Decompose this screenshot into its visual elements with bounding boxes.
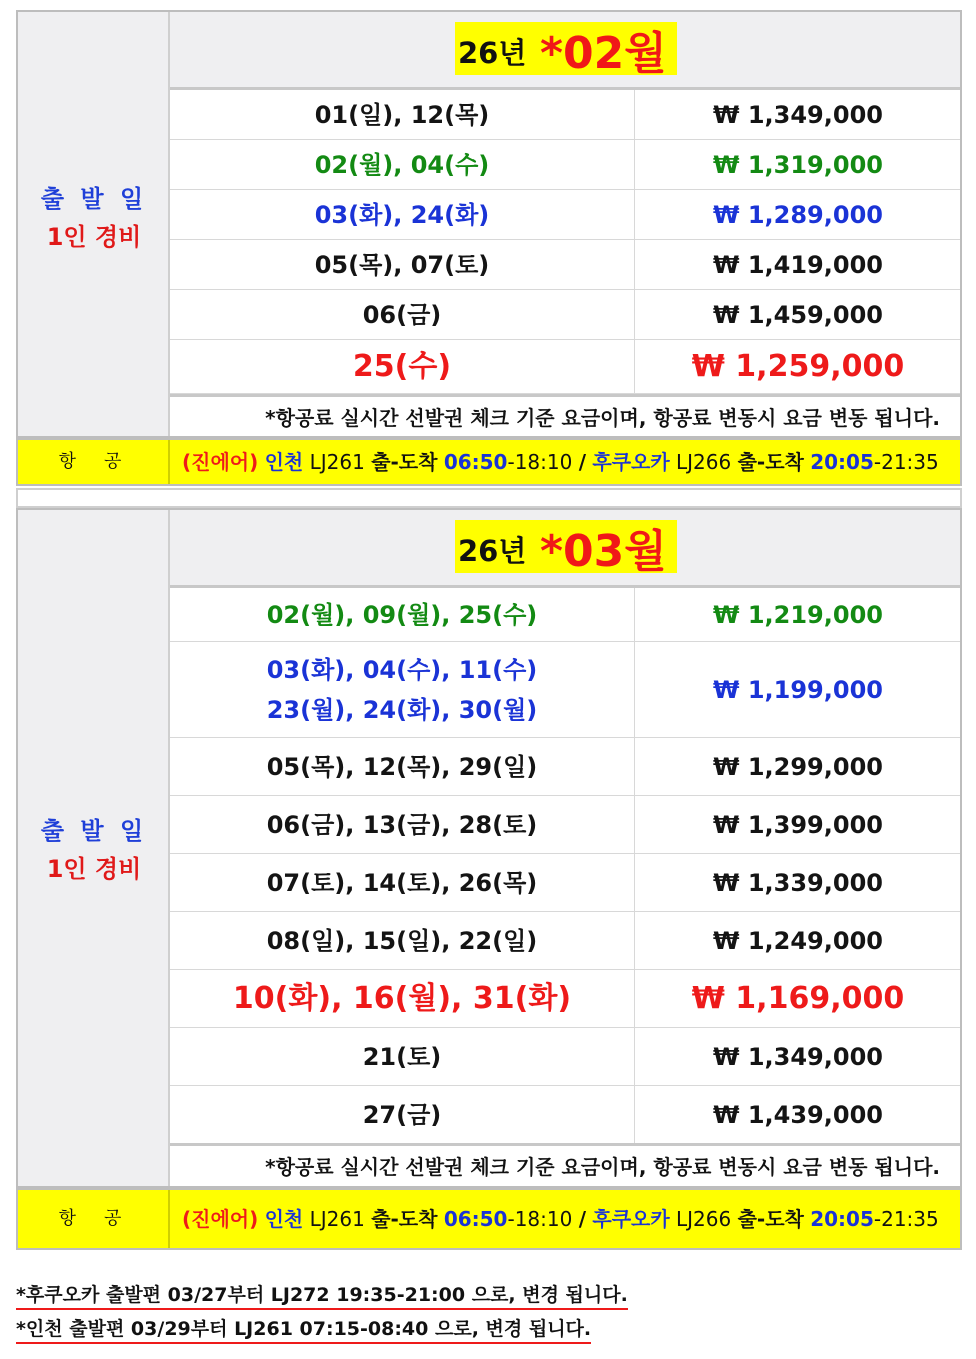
price-row: [170, 1086, 960, 1144]
departure-dates: [170, 140, 635, 189]
date-line: 02(월), 09(월), 25(수): [266, 600, 538, 629]
per-person-cost-label: 1인 경비: [46, 855, 142, 883]
flight-label: 항공: [18, 440, 170, 484]
departure-dates: [170, 854, 635, 911]
mar-month: *03월: [540, 526, 667, 577]
per-person-cost-label: 1인 경비: [46, 223, 142, 251]
return-arrive-time: -21:35: [873, 450, 939, 474]
price-row: [170, 854, 960, 912]
mar-year: 26년: [458, 534, 527, 568]
section-spacer: [16, 488, 962, 508]
fare-notice: *항공료 실시간 선발권 체크 기준 요금이며, 항공료 변동시 요금 변동 됩니다.: [170, 394, 960, 438]
date-line: 05(목), 07(토): [314, 250, 490, 279]
departure-dates: [170, 240, 635, 289]
date-line: 03(화), 24(화): [314, 200, 490, 229]
flight-label: 항공: [18, 1190, 170, 1248]
footnote-incheon: *인천 출발편 03/29부터 LJ261 07:15-08:40 으로, 변경 됩니다.: [16, 1314, 591, 1344]
price-row: [170, 796, 960, 854]
date-line: 07(토), 14(토), 26(목): [266, 868, 538, 897]
date-line: 03(화), 04(수), 11(수): [266, 655, 538, 684]
separator: /: [578, 1207, 587, 1231]
return-depart-time: 20:05: [810, 1207, 874, 1231]
price-value: ₩ 1,249,000: [713, 926, 883, 955]
feb-flight-bar: [16, 438, 962, 486]
departure-dates: [170, 1086, 635, 1143]
price-row: [170, 588, 960, 642]
departure-date-label: 출 발 일: [40, 817, 148, 845]
feb-title: [170, 12, 960, 90]
price-value: ₩ 1,349,000: [713, 1042, 883, 1071]
date-line: 06(금): [362, 300, 442, 329]
departure-dates: [170, 190, 635, 239]
return-depart-time: 20:05: [810, 450, 874, 474]
price-row: [170, 140, 960, 190]
dep-arr-label: 출-도착: [737, 450, 804, 474]
mar-side-label: [18, 510, 170, 1186]
outbound-flight-code: LJ261: [309, 450, 365, 474]
date-line: 27(금): [362, 1100, 442, 1129]
footnote-fukuoka: *후쿠오카 출발편 03/27부터 LJ272 19:35-21:00 으로, 변경 됩니다.: [16, 1280, 628, 1310]
price-row: [170, 642, 960, 738]
price-row: [170, 290, 960, 340]
dep-arr-label: 출-도착: [371, 1207, 438, 1231]
date-line: 23(월), 24(화), 30(월): [266, 695, 538, 724]
date-line: 08(일), 15(일), 22(일): [266, 926, 538, 955]
airline-name: (진에어): [182, 450, 259, 474]
outbound-arrive-time: -18:10: [507, 1207, 573, 1231]
flight-info: [182, 440, 939, 484]
price-row: [170, 738, 960, 796]
departure-dates: [170, 796, 635, 853]
departure-date-label: 출 발 일: [40, 185, 148, 213]
feb-month: *02월: [540, 28, 667, 79]
date-line: 10(화), 16(월), 31(화): [232, 980, 572, 1016]
date-line: 06(금), 13(금), 28(토): [266, 810, 538, 839]
price-value: ₩ 1,219,000: [713, 600, 883, 629]
price-row: [170, 912, 960, 970]
price-row: [170, 970, 960, 1028]
price-row: [170, 1028, 960, 1086]
date-line: 21(토): [362, 1042, 442, 1071]
fare-notice: *항공료 실시간 선발권 체크 기준 요금이며, 항공료 변동시 요금 변동 됩니다.: [170, 1143, 960, 1187]
date-line: 01(일), 12(목): [314, 100, 490, 129]
dep-arr-label: 출-도착: [737, 1207, 804, 1231]
price-value: ₩ 1,339,000: [713, 868, 883, 897]
price-value: ₩ 1,259,000: [691, 349, 905, 384]
feb-year: 26년: [458, 36, 527, 70]
departure-dates: [170, 1028, 635, 1085]
feb-main: [170, 12, 960, 436]
destination-city: 후쿠오카: [592, 1207, 670, 1231]
price-value: ₩ 1,169,000: [691, 981, 905, 1016]
price-value: ₩ 1,419,000: [713, 250, 883, 279]
origin-city: 인천: [264, 1207, 304, 1231]
origin-city: 인천: [264, 450, 304, 474]
departure-dates: [170, 970, 635, 1027]
mar-flight-bar: [16, 1188, 962, 1250]
price-value: ₩ 1,299,000: [713, 752, 883, 781]
price-value: ₩ 1,399,000: [713, 810, 883, 839]
outbound-arrive-time: -18:10: [507, 450, 573, 474]
separator: /: [578, 450, 587, 474]
price-row: [170, 240, 960, 290]
price-row: [170, 340, 960, 394]
date-line: 02(월), 04(수): [314, 150, 490, 179]
flight-info: [182, 1190, 939, 1248]
date-line: 05(목), 12(목), 29(일): [266, 752, 538, 781]
departure-dates: [170, 738, 635, 795]
feb-price-table: [16, 10, 962, 438]
outbound-flight-code: LJ261: [309, 1207, 365, 1231]
date-line: 25(수): [352, 348, 452, 384]
departure-dates: [170, 642, 635, 737]
mar-price-table: [16, 508, 962, 1188]
dep-arr-label: 출-도착: [371, 450, 438, 474]
price-value: ₩ 1,439,000: [713, 1100, 883, 1129]
mar-main: [170, 510, 960, 1186]
departure-dates: [170, 290, 635, 339]
feb-side-label: [18, 12, 170, 436]
airline-name: (진에어): [182, 1207, 259, 1231]
price-value: ₩ 1,199,000: [713, 675, 883, 704]
outbound-depart-time: 06:50: [443, 450, 508, 474]
price-value: ₩ 1,349,000: [713, 100, 883, 129]
mar-title: [170, 510, 960, 588]
price-value: ₩ 1,319,000: [713, 150, 883, 179]
destination-city: 후쿠오카: [592, 450, 670, 474]
departure-dates: [170, 90, 635, 139]
price-value: ₩ 1,459,000: [713, 300, 883, 329]
return-flight-code: LJ266: [676, 1207, 732, 1231]
outbound-depart-time: 06:50: [443, 1207, 508, 1231]
price-row: [170, 90, 960, 140]
departure-dates: [170, 588, 635, 641]
price-value: ₩ 1,289,000: [713, 200, 883, 229]
return-arrive-time: -21:35: [873, 1207, 939, 1231]
price-row: [170, 190, 960, 240]
return-flight-code: LJ266: [676, 450, 732, 474]
departure-dates: [170, 912, 635, 969]
departure-dates: [170, 340, 635, 393]
